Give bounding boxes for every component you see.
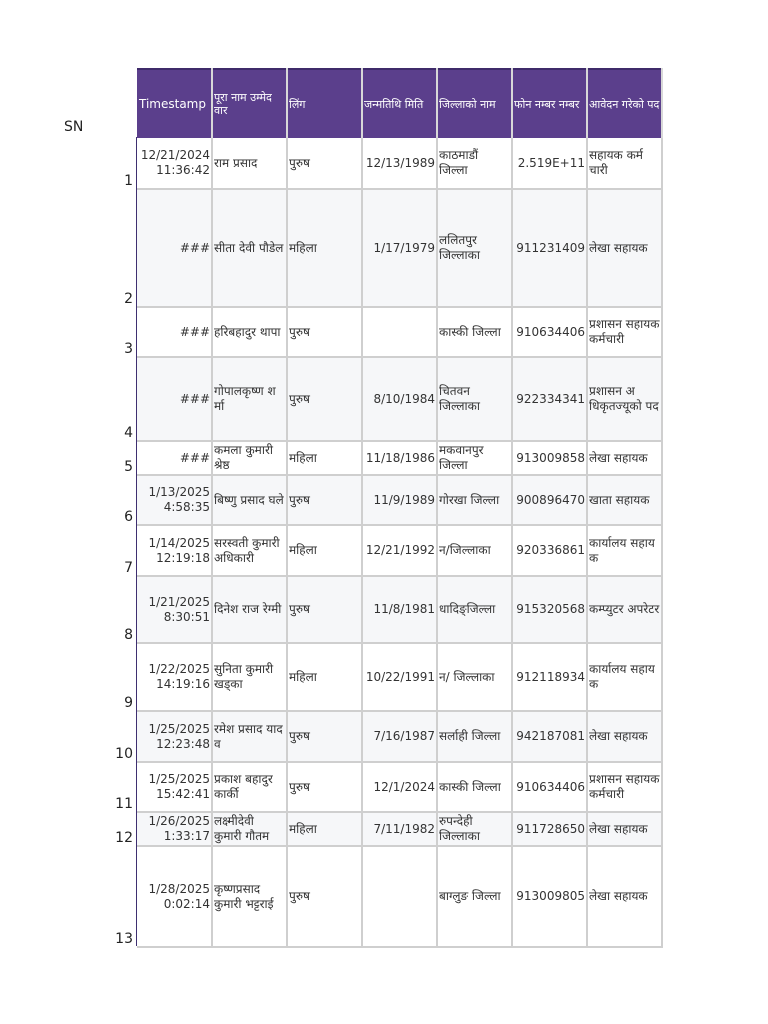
cell-gender[interactable]: महिला	[287, 812, 362, 846]
row-number	[100, 710, 138, 761]
cell-district[interactable]: बाग्लुङ जिल्ला	[437, 846, 512, 947]
table-row	[137, 711, 662, 762]
cell-post[interactable]: लेखा सहायक	[587, 846, 662, 947]
cell-district[interactable]: न/जिल्लाका	[437, 525, 512, 576]
cell-dob[interactable]	[362, 846, 437, 947]
row-number	[100, 524, 138, 575]
cell-gender[interactable]: महिला	[287, 643, 362, 711]
cell-gender[interactable]: महिला	[287, 441, 362, 475]
column-header-dob[interactable]: जन्मतिथि मिति	[362, 69, 437, 138]
cell-gender[interactable]: पुरुष	[287, 762, 362, 812]
row-number-label: 13	[115, 931, 133, 947]
cell-post[interactable]: लेखा सहायक	[587, 711, 662, 762]
cell-post[interactable]: कार्यालय सहायक	[587, 643, 662, 711]
cell-timestamp[interactable]: ###	[137, 441, 212, 475]
cell-gender[interactable]: महिला	[287, 525, 362, 576]
row-number-label: 2	[124, 291, 133, 307]
row-number-label: 10	[115, 746, 133, 762]
cell-name[interactable]: राम प्रसाद	[212, 138, 287, 189]
cell-district[interactable]: काठमाडौं जिल्ला	[437, 138, 512, 189]
cell-name[interactable]: दिनेश राज रेग्मी	[212, 576, 287, 643]
cell-phone[interactable]: 922334341	[512, 357, 587, 441]
cell-gender[interactable]: पुरुष	[287, 138, 362, 189]
table-row	[137, 475, 662, 525]
table-row	[137, 189, 662, 307]
cell-phone[interactable]: 913009858	[512, 441, 587, 475]
cell-name[interactable]: हरिबहादुर थापा	[212, 307, 287, 357]
row-number	[100, 440, 138, 474]
cell-phone[interactable]: 911231409	[512, 189, 587, 307]
row-number	[100, 642, 138, 710]
table-row	[137, 762, 662, 812]
table-row	[137, 138, 662, 189]
column-header-timestamp[interactable]: Timestamp	[137, 69, 212, 138]
cell-district[interactable]: गोरखा जिल्ला	[437, 475, 512, 525]
cell-timestamp[interactable]: 1/28/2025 0:02:14	[137, 846, 212, 947]
cell-post[interactable]: लेखा सहायक	[587, 812, 662, 846]
column-header-district[interactable]: जिल्लाको नाम	[437, 69, 512, 138]
row-number-label: 8	[124, 627, 133, 643]
header-row	[137, 69, 662, 138]
row-number	[100, 575, 138, 642]
cell-gender[interactable]: पुरुष	[287, 357, 362, 441]
cell-phone[interactable]: 920336861	[512, 525, 587, 576]
cell-name[interactable]: सीता देवी पौडेल	[212, 189, 287, 307]
cell-post[interactable]: खाता सहायक	[587, 475, 662, 525]
cell-name[interactable]: प्रकाश बहादुर कार्की	[212, 762, 287, 812]
cell-dob[interactable]	[362, 307, 437, 357]
row-number	[100, 845, 138, 946]
row-number-label: 3	[124, 341, 133, 357]
table-row	[137, 643, 662, 711]
cell-name[interactable]: बिष्णु प्रसाद घले	[212, 475, 287, 525]
row-number	[100, 306, 138, 356]
column-header-post[interactable]: आवेदन गरेको पद	[587, 69, 662, 138]
applicant-table	[137, 68, 663, 948]
cell-timestamp[interactable]: 1/22/2025 14:19:16	[137, 643, 212, 711]
table-row	[137, 576, 662, 643]
cell-phone[interactable]: 911728650	[512, 812, 587, 846]
cell-gender[interactable]: महिला	[287, 189, 362, 307]
cell-district[interactable]: चितवन जिल्लाका	[437, 357, 512, 441]
cell-phone[interactable]: 910634406	[512, 307, 587, 357]
cell-timestamp[interactable]: 1/21/2025 8:30:51	[137, 576, 212, 643]
table-row	[137, 357, 662, 441]
row-number-label: 12	[115, 830, 133, 846]
column-header-phone[interactable]: फोन नम्बर नम्बर	[512, 69, 587, 138]
cell-name[interactable]: गोपालकृष्ण शर्मा	[212, 357, 287, 441]
cell-district[interactable]: कास्की जिल्ला	[437, 762, 512, 812]
cell-phone[interactable]: 2.519E+11	[512, 138, 587, 189]
cell-phone[interactable]: 910634406	[512, 762, 587, 812]
cell-dob[interactable]: 7/11/1982	[362, 812, 437, 846]
cell-district[interactable]: मकवानपुर जिल्ला	[437, 441, 512, 475]
cell-phone[interactable]: 915320568	[512, 576, 587, 643]
cell-dob[interactable]: 11/8/1981	[362, 576, 437, 643]
cell-district[interactable]: कास्की जिल्ला	[437, 307, 512, 357]
column-header-name[interactable]: पूरा नाम उम्मेदवार	[212, 69, 287, 138]
cell-name[interactable]: सरस्वती कुमारी अधिकारी	[212, 525, 287, 576]
cell-district[interactable]: धादिङ्जिल्ला	[437, 576, 512, 643]
cell-district[interactable]: ललितपुर जिल्लाका	[437, 189, 512, 307]
cell-timestamp[interactable]: ###	[137, 357, 212, 441]
table-row	[137, 846, 662, 947]
cell-post[interactable]: लेखा सहायक	[587, 189, 662, 307]
sn-column-label: SN	[64, 119, 84, 135]
cell-gender[interactable]: पुरुष	[287, 475, 362, 525]
row-number-label: 9	[124, 695, 133, 711]
cell-post[interactable]: प्रशासन सहायक कर्मचारी	[587, 762, 662, 812]
cell-timestamp[interactable]: ###	[137, 307, 212, 357]
row-number	[100, 137, 138, 188]
table-row	[137, 307, 662, 357]
cell-post[interactable]: लेखा सहायक	[587, 441, 662, 475]
cell-phone[interactable]: 942187081	[512, 711, 587, 762]
cell-district[interactable]: न/ जिल्लाका	[437, 643, 512, 711]
row-number	[100, 188, 138, 306]
row-number-label: 1	[124, 173, 133, 189]
row-number	[100, 761, 138, 811]
cell-dob[interactable]: 1/17/1979	[362, 189, 437, 307]
cell-dob[interactable]: 12/1/2024	[362, 762, 437, 812]
row-number-label: 11	[115, 796, 133, 812]
cell-dob[interactable]: 12/13/1989	[362, 138, 437, 189]
cell-name[interactable]: लक्ष्मीदेवी कुमारी गौतम	[212, 812, 287, 846]
row-number	[100, 811, 138, 845]
row-number-label: 7	[124, 560, 133, 576]
cell-phone[interactable]: 912118934	[512, 643, 587, 711]
cell-dob[interactable]: 10/22/1991	[362, 643, 437, 711]
cell-timestamp[interactable]: 1/25/2025 15:42:41	[137, 762, 212, 812]
cell-timestamp[interactable]: 1/13/2025 4:58:35	[137, 475, 212, 525]
cell-post[interactable]: कम्प्युटर अपरेटर	[587, 576, 662, 643]
cell-dob[interactable]: 11/9/1989	[362, 475, 437, 525]
cell-dob[interactable]: 7/16/1987	[362, 711, 437, 762]
cell-timestamp[interactable]: 1/14/2025 12:19:18	[137, 525, 212, 576]
cell-gender[interactable]: पुरुष	[287, 576, 362, 643]
table-row	[137, 525, 662, 576]
cell-timestamp[interactable]: ###	[137, 189, 212, 307]
cell-name[interactable]: सुनिता कुमारी खड्का	[212, 643, 287, 711]
row-number	[100, 356, 138, 440]
row-number-label: 4	[124, 425, 133, 441]
cell-district[interactable]: सर्लाही जिल्ला	[437, 711, 512, 762]
cell-dob[interactable]: 8/10/1984	[362, 357, 437, 441]
cell-gender[interactable]: पुरुष	[287, 846, 362, 947]
cell-gender[interactable]: पुरुष	[287, 711, 362, 762]
cell-name[interactable]: रमेश प्रसाद यादव	[212, 711, 287, 762]
cell-timestamp[interactable]: 1/25/2025 12:23:48	[137, 711, 212, 762]
cell-phone[interactable]: 913009805	[512, 846, 587, 947]
row-number-label: 6	[124, 509, 133, 525]
table-row	[137, 441, 662, 475]
cell-post[interactable]: कार्यालय सहायक	[587, 525, 662, 576]
cell-post[interactable]: प्रशासन सहायककर्मचारी	[587, 307, 662, 357]
cell-name[interactable]: कमला कुमारी श्रेष्ठ	[212, 441, 287, 475]
cell-post[interactable]: सहायक कर्मचारी	[587, 138, 662, 189]
cell-district[interactable]: रुपन्देही जिल्लाका	[437, 812, 512, 846]
cell-phone[interactable]: 900896470	[512, 475, 587, 525]
cell-timestamp[interactable]: 1/26/2025 1:33:17	[137, 812, 212, 846]
column-header-gender[interactable]: लिंग	[287, 69, 362, 138]
row-number-column	[100, 137, 138, 946]
row-number	[100, 474, 138, 524]
cell-timestamp[interactable]: 12/21/2024 11:36:42	[137, 138, 212, 189]
row-number-label: 5	[124, 459, 133, 475]
cell-post[interactable]: प्रशासन अधिकृतज्यूको पद	[587, 357, 662, 441]
cell-name[interactable]: कृष्णप्रसाद कुमारी भट्टराई	[212, 846, 287, 947]
table-row	[137, 812, 662, 846]
cell-dob[interactable]: 12/21/1992	[362, 525, 437, 576]
cell-dob[interactable]: 11/18/1986	[362, 441, 437, 475]
cell-gender[interactable]: पुरुष	[287, 307, 362, 357]
